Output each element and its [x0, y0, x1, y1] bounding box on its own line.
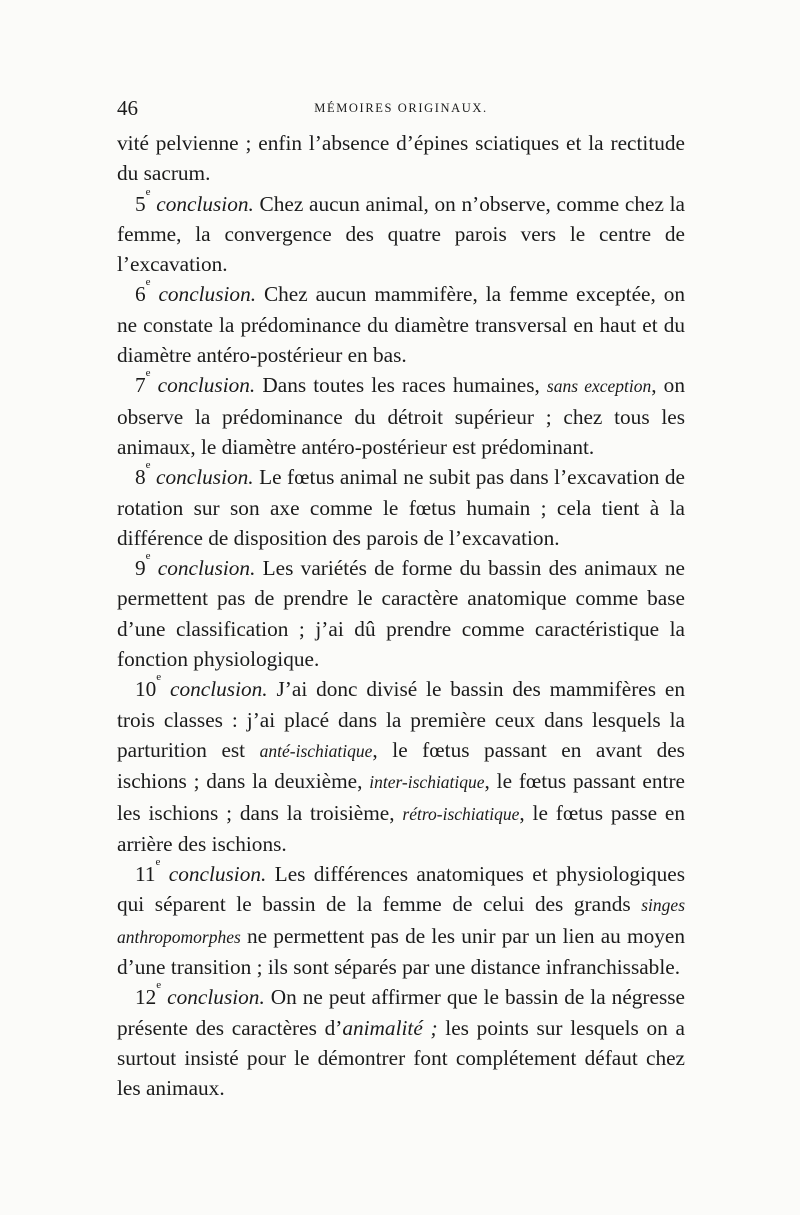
paragraph-p9 — [117, 550, 686, 674]
italic-text: conclusion. — [160, 862, 267, 887]
text-run: Les variétés de forme du bassin des animaux ne permettent pas de prendre le caractère anatomique comme base d’une classification ; j’ai dû prendre comme caractéristique la fonction physiologique. — [117, 556, 686, 672]
conclusion-number — [135, 979, 162, 1010]
text-run: Dans toutes les races humaines, — [255, 373, 547, 398]
conclusion-number-suffix: e — [145, 550, 151, 563]
conclusion-number — [135, 276, 151, 307]
conclusion-number-suffix: e — [156, 671, 162, 684]
conclusion-number-suffix: e — [145, 276, 151, 289]
page-number: 46 — [117, 96, 138, 120]
conclusion-number-digits: 12 — [135, 985, 157, 1010]
conclusion-number-suffix: e — [145, 367, 151, 380]
body-text — [117, 128, 685, 1104]
italic-text: conclusion. — [150, 282, 257, 307]
paragraph-p5 — [117, 185, 685, 280]
text-run: J’ai donc divisé le bassin des mammifères en trois classes : j’ai placé dans la première ceux dans lesquels la parturition est — [117, 677, 685, 762]
conclusion-number-digits: 8 — [135, 465, 146, 490]
italic-text: singes anthropomorphes — [117, 895, 685, 947]
text-run: ne permettent pas de les unir par un lien au moyen d’une transition ; ils sont séparés par une distance infranchissable. — [117, 923, 685, 980]
italic-text: animalité ; — [342, 1015, 438, 1040]
conclusion-number-digits: 10 — [135, 677, 157, 702]
conclusion-number-digits: 6 — [135, 282, 146, 307]
conclusion-number-digits: 11 — [135, 862, 156, 887]
paragraph-p11 — [117, 856, 685, 982]
text-run: vité pelvienne ; enfin l’absence d’épines sciatiques et la rectitude du sacrum. — [117, 131, 685, 186]
conclusion-number — [135, 459, 151, 490]
conclusion-number-digits: 7 — [135, 373, 146, 398]
conclusion-number-suffix: e — [155, 856, 161, 869]
paragraph-p10 — [117, 671, 685, 859]
conclusion-number-digits: 5 — [135, 191, 146, 216]
page-header — [117, 96, 685, 122]
paragraph-p7 — [117, 367, 685, 462]
italic-text: sans exception — [546, 376, 652, 397]
text-run: Chez aucun mammifère, la femme exceptée, on ne constate la prédominance du diamètre transversal en haut et du diamètre antéro-postérieur en bas. — [117, 282, 686, 368]
conclusion-number-suffix: e — [145, 185, 151, 198]
conclusion-number-suffix: e — [156, 979, 162, 992]
conclusion-number — [135, 671, 162, 702]
text-run: On ne peut affirmer que le bassin de la négresse présente des caractères d’ — [117, 985, 685, 1040]
italic-text: conclusion. — [150, 556, 256, 581]
conclusion-number — [135, 367, 151, 398]
italic-text: conclusion. — [150, 465, 254, 490]
paragraph-p8 — [117, 459, 685, 553]
paragraph-p0 — [117, 128, 685, 189]
text-run: les points sur lesquels on a surtout insisté pour le démontrer font complétement défaut chez les animaux. — [117, 1015, 685, 1101]
italic-text: conclusion. — [161, 677, 268, 702]
running-title: MÉMOIRES ORIGINAUX. — [314, 101, 488, 115]
italic-text: conclusion. — [150, 191, 254, 216]
text-run: Le fœtus animal ne subit pas dans l’excavation de rotation sur son axe comme le fœtus humain ; cela tient à la différence de disposition des parois de l’excavation. — [117, 465, 685, 550]
text-run: , le fœtus passant entre les ischions ; dans la troisième, — [117, 769, 685, 825]
conclusion-number — [135, 185, 151, 216]
paragraph-p12 — [117, 979, 685, 1103]
text-run: , le fœtus passe en arrière des ischions. — [117, 800, 685, 856]
paragraph-p6 — [117, 276, 686, 370]
conclusion-number-digits: 9 — [135, 556, 146, 581]
italic-text: rétro-ischiatique — [402, 803, 520, 824]
italic-text: anté-ischiatique — [259, 740, 373, 761]
italic-text: inter-ischiatique — [369, 772, 485, 793]
book-page — [117, 96, 685, 1104]
text-run: Les différences anatomiques et physiologiques qui séparent le bassin de la femme de celui des grands — [117, 862, 685, 917]
text-run: , le fœtus passant en avant des ischions ; dans la deuxième, — [117, 737, 685, 794]
conclusion-number-suffix: e — [145, 459, 151, 472]
italic-text: conclusion. — [161, 985, 265, 1010]
text-run: Chez aucun animal, on n’observe, comme chez la femme, la convergence des quatre parois vers le centre de l’excavation. — [117, 191, 685, 277]
conclusion-number — [135, 550, 151, 581]
conclusion-number — [135, 856, 161, 887]
italic-text: conclusion. — [150, 373, 256, 398]
text-run: , on observe la prédominance du détroit supérieur ; chez tous les animaux, le diamètre antéro-postérieur est prédominant. — [117, 373, 685, 459]
